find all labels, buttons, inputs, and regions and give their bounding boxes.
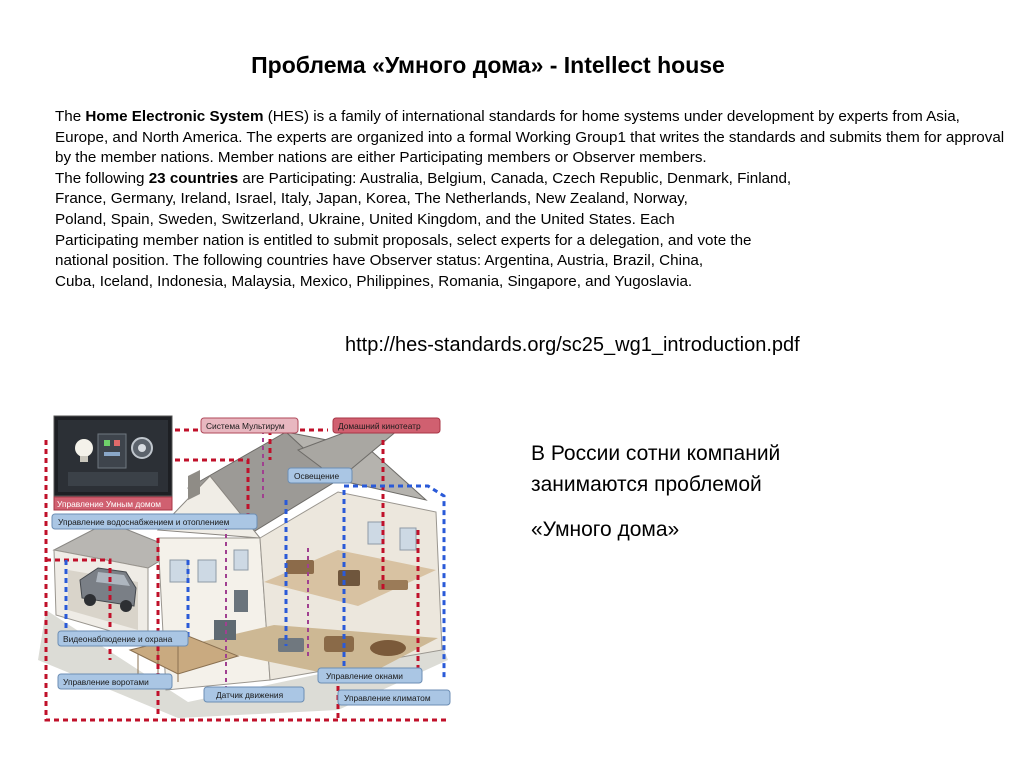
smart-home-illustration xyxy=(38,410,458,726)
countries-count: 23 countries xyxy=(148,169,239,187)
text-run: The following xyxy=(55,169,149,187)
source-url[interactable]: http://hes-standards.org/sc25_wg1_introduction.pdf xyxy=(345,334,800,356)
label-windows-text: Управление окнами xyxy=(326,671,403,681)
label-lighting xyxy=(288,468,352,483)
label-multiroom xyxy=(201,418,298,433)
text-run: national position. The following countries have Observer status: Argentina, Austria, Brazil, China, xyxy=(55,252,704,270)
text-run: (HES) is a family of international standards for home systems under development by experts from Asia, Europe, and North America. The experts are organized into a formal Working Group1 that writes the standards and submits them for approval by the member nations. Member nations are either Participating members or Observer members. xyxy=(55,108,1005,167)
label-motion xyxy=(204,687,304,702)
label-video xyxy=(58,631,188,646)
text-run: Poland, Spain, Sweden, Switzerland, Ukraine, United Kingdom, and the United States. Each xyxy=(55,210,675,228)
label-video-text: Видеонаблюдение и охрана xyxy=(63,634,173,644)
control-panel xyxy=(54,416,172,496)
label-home-theater xyxy=(333,418,440,433)
caption-line-1: В России сотни компаний xyxy=(531,442,781,465)
label-gates xyxy=(58,674,172,689)
label-multiroom-text: Система Мультирум xyxy=(206,421,285,431)
text-run: The xyxy=(55,108,86,125)
label-lighting-text: Освещение xyxy=(294,471,340,481)
label-smart-home-text: Управление Умным домом xyxy=(57,499,162,509)
label-climate-text: Управление климатом xyxy=(344,693,431,703)
label-motion-text: Датчик движения xyxy=(216,690,284,700)
hes-name: Home Electronic System xyxy=(85,108,264,125)
label-water-heating-text: Управление водоснабжением и отоплением xyxy=(58,517,230,527)
label-smart-home xyxy=(54,497,172,510)
hes-description xyxy=(55,107,1005,292)
text-run: France, Germany, Ireland, Israel, Italy, Japan, Korea, The Netherlands, New Zealand, Norway, xyxy=(55,190,688,208)
label-windows xyxy=(318,668,422,683)
slide-title: Проблема «Умного дома» - Intellect house xyxy=(251,52,725,78)
countries-paragraph xyxy=(55,169,1005,293)
lightbulb-icon xyxy=(75,439,93,457)
text-run: Cuba, Iceland, Indonesia, Malaysia, Mexico, Philippines, Romania, Singapore, and Yugoslavia. xyxy=(55,272,693,290)
text-run: are Participating: Australia, Belgium, Canada, Czech Republic, Denmark, Finland, xyxy=(238,169,792,187)
caption-line-3: «Умного дома» xyxy=(531,518,680,541)
hes-intro-paragraph xyxy=(55,107,1005,169)
label-home-theater-text: Домашний кинотеатр xyxy=(338,421,421,431)
label-climate xyxy=(338,690,450,705)
text-run: Participating member nation is entitled to submit proposals, select experts for a delegation, and vote the xyxy=(55,231,752,249)
russia-caption xyxy=(531,438,951,545)
label-water-heating xyxy=(52,514,257,529)
caption-line-2: занимаются проблемой xyxy=(531,473,762,496)
label-gates-text: Управление воротами xyxy=(63,677,149,687)
